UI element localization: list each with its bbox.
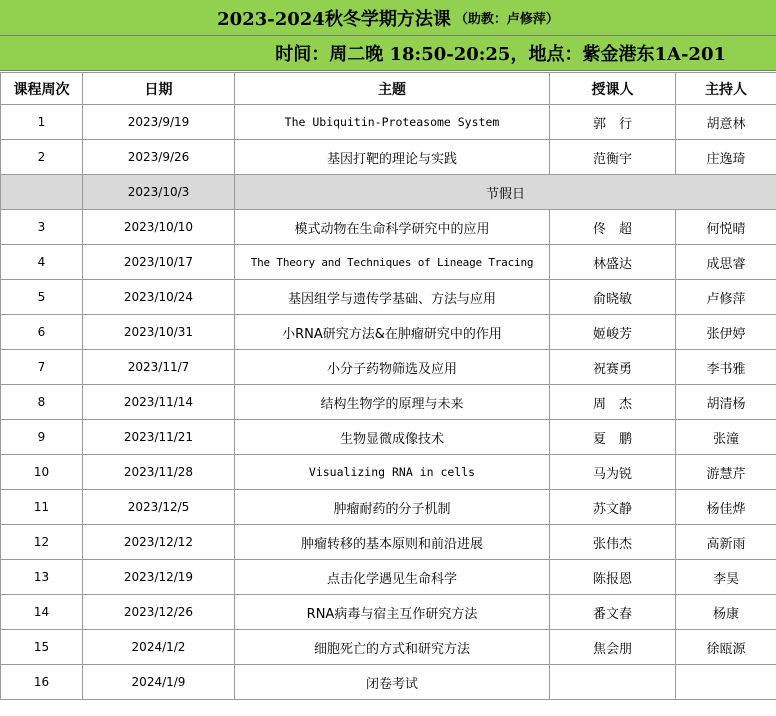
topic-cell[interactable]: 小RNA研究方法&在肿瘤研究中的作用 — [235, 315, 550, 350]
week-cell[interactable]: 5 — [1, 280, 83, 315]
topic-cell[interactable]: 基因组学与遗传学基础、方法与应用 — [235, 280, 550, 315]
host-cell[interactable]: 游慧芹 — [676, 455, 776, 490]
week-cell[interactable]: 16 — [1, 665, 83, 700]
host-cell[interactable]: 杨康 — [676, 595, 776, 630]
topic-cell[interactable]: 闭卷考试 — [235, 665, 550, 700]
host-cell[interactable]: 卢修萍 — [676, 280, 776, 315]
date-cell[interactable]: 2023/12/12 — [83, 525, 235, 560]
sheet-title: 2023-2024秋冬学期方法课 — [217, 8, 451, 30]
table-row — [1, 525, 776, 560]
host-cell[interactable]: 张伊婷 — [676, 315, 776, 350]
lecturer-cell[interactable]: 陈报恩 — [550, 560, 676, 595]
host-cell[interactable]: 胡清杨 — [676, 385, 776, 420]
host-cell[interactable]: 李昊 — [676, 560, 776, 595]
host-cell[interactable]: 高新雨 — [676, 525, 776, 560]
lecturer-cell[interactable]: 番文春 — [550, 595, 676, 630]
week-cell[interactable]: 4 — [1, 245, 83, 280]
table-row — [1, 665, 776, 700]
table-row — [1, 140, 776, 175]
table-row — [1, 280, 776, 315]
table-row — [1, 105, 776, 140]
lecturer-cell[interactable]: 姬峻芳 — [550, 315, 676, 350]
date-cell[interactable]: 2024/1/2 — [83, 630, 235, 665]
date-cell[interactable]: 2023/11/28 — [83, 455, 235, 490]
table-row — [1, 350, 776, 385]
lecturer-cell[interactable]: 苏文静 — [550, 490, 676, 525]
topic-cell[interactable]: 基因打靶的理论与实践 — [235, 140, 550, 175]
date-cell[interactable]: 2023/11/14 — [83, 385, 235, 420]
host-cell[interactable]: 庄逸琦 — [676, 140, 776, 175]
week-cell[interactable] — [1, 175, 83, 210]
table-row — [1, 420, 776, 455]
lecturer-cell[interactable] — [550, 665, 676, 700]
date-cell[interactable]: 2023/9/19 — [83, 105, 235, 140]
date-cell[interactable]: 2023/11/7 — [83, 350, 235, 385]
date-cell[interactable]: 2023/10/24 — [83, 280, 235, 315]
topic-cell[interactable]: The Ubiquitin-Proteasome System — [235, 105, 550, 140]
lecturer-cell[interactable]: 周 杰 — [550, 385, 676, 420]
lecturer-cell[interactable]: 范衡宇 — [550, 140, 676, 175]
topic-cell[interactable]: 结构生物学的原理与未来 — [235, 385, 550, 420]
date-cell[interactable]: 2023/11/21 — [83, 420, 235, 455]
table-row — [1, 245, 776, 280]
date-cell[interactable]: 2023/12/19 — [83, 560, 235, 595]
holiday-row — [1, 175, 776, 210]
topic-cell[interactable]: 小分子药物筛选及应用 — [235, 350, 550, 385]
topic-cell[interactable]: 肿瘤转移的基本原则和前沿进展 — [235, 525, 550, 560]
topic-cell[interactable]: 细胞死亡的方式和研究方法 — [235, 630, 550, 665]
week-cell[interactable]: 15 — [1, 630, 83, 665]
header-host[interactable]: 主持人 — [676, 73, 776, 105]
topic-cell[interactable]: 模式动物在生命科学研究中的应用 — [235, 210, 550, 245]
lecturer-cell[interactable]: 祝赛勇 — [550, 350, 676, 385]
table-row — [1, 490, 776, 525]
title-row[interactable] — [0, 0, 776, 36]
week-cell[interactable]: 12 — [1, 525, 83, 560]
date-cell[interactable]: 2024/1/9 — [83, 665, 235, 700]
topic-cell[interactable]: 生物显微成像技术 — [235, 420, 550, 455]
table-row — [1, 630, 776, 665]
date-cell[interactable]: 2023/10/3 — [83, 175, 235, 210]
week-cell[interactable]: 2 — [1, 140, 83, 175]
lecturer-cell[interactable]: 张伟杰 — [550, 525, 676, 560]
table-row — [1, 315, 776, 350]
week-cell[interactable]: 7 — [1, 350, 83, 385]
header-topic[interactable]: 主题 — [235, 73, 550, 105]
week-cell[interactable]: 1 — [1, 105, 83, 140]
lecturer-cell[interactable]: 夏 鹏 — [550, 420, 676, 455]
week-cell[interactable]: 11 — [1, 490, 83, 525]
topic-cell[interactable]: 肿瘤耐药的分子机制 — [235, 490, 550, 525]
date-cell[interactable]: 2023/10/10 — [83, 210, 235, 245]
week-cell[interactable]: 10 — [1, 455, 83, 490]
date-cell[interactable]: 2023/10/31 — [83, 315, 235, 350]
host-cell[interactable]: 何悦晴 — [676, 210, 776, 245]
date-cell[interactable]: 2023/12/5 — [83, 490, 235, 525]
topic-cell[interactable]: RNA病毒与宿主互作研究方法 — [235, 595, 550, 630]
host-cell[interactable]: 成思睿 — [676, 245, 776, 280]
date-cell[interactable]: 2023/12/26 — [83, 595, 235, 630]
holiday-label[interactable]: 节假日 — [235, 175, 776, 210]
table-row — [1, 455, 776, 490]
lecturer-cell[interactable]: 焦会朋 — [550, 630, 676, 665]
info-row[interactable] — [0, 36, 776, 71]
table-row — [1, 560, 776, 595]
week-cell[interactable]: 13 — [1, 560, 83, 595]
lecturer-cell[interactable]: 佟 超 — [550, 210, 676, 245]
week-cell[interactable]: 9 — [1, 420, 83, 455]
host-cell[interactable]: 张潼 — [676, 420, 776, 455]
topic-cell[interactable]: Visualizing RNA in cells — [235, 455, 550, 490]
week-cell[interactable]: 8 — [1, 385, 83, 420]
host-cell[interactable]: 李书雅 — [676, 350, 776, 385]
lecturer-cell[interactable]: 马为锐 — [550, 455, 676, 490]
topic-cell[interactable]: The Theory and Techniques of Lineage Tracing — [235, 245, 550, 280]
header-row — [1, 73, 776, 105]
host-cell[interactable] — [676, 665, 776, 700]
lecturer-cell[interactable]: 俞晓敏 — [550, 280, 676, 315]
time-location: 时间：周二晚 18:50-20:25，地点：紫金港东1A-201 — [275, 44, 726, 65]
table-row — [1, 210, 776, 245]
date-cell[interactable]: 2023/9/26 — [83, 140, 235, 175]
header-week[interactable]: 课程周次 — [1, 73, 83, 105]
topic-cell[interactable]: 点击化学遇见生命科学 — [235, 560, 550, 595]
host-cell[interactable]: 胡意林 — [676, 105, 776, 140]
week-cell[interactable]: 14 — [1, 595, 83, 630]
header-lecturer[interactable]: 授课人 — [550, 73, 676, 105]
week-cell[interactable]: 6 — [1, 315, 83, 350]
lecturer-cell[interactable]: 林盛达 — [550, 245, 676, 280]
header-date[interactable]: 日期 — [83, 73, 235, 105]
schedule-table — [0, 72, 776, 700]
date-cell[interactable]: 2023/10/17 — [83, 245, 235, 280]
host-cell[interactable]: 徐瓯源 — [676, 630, 776, 665]
table-row — [1, 385, 776, 420]
week-cell[interactable]: 3 — [1, 210, 83, 245]
table-row — [1, 595, 776, 630]
host-cell[interactable]: 杨佳烨 — [676, 490, 776, 525]
assistant-note: （助教：卢修萍） — [454, 12, 559, 27]
lecturer-cell[interactable]: 郭 行 — [550, 105, 676, 140]
